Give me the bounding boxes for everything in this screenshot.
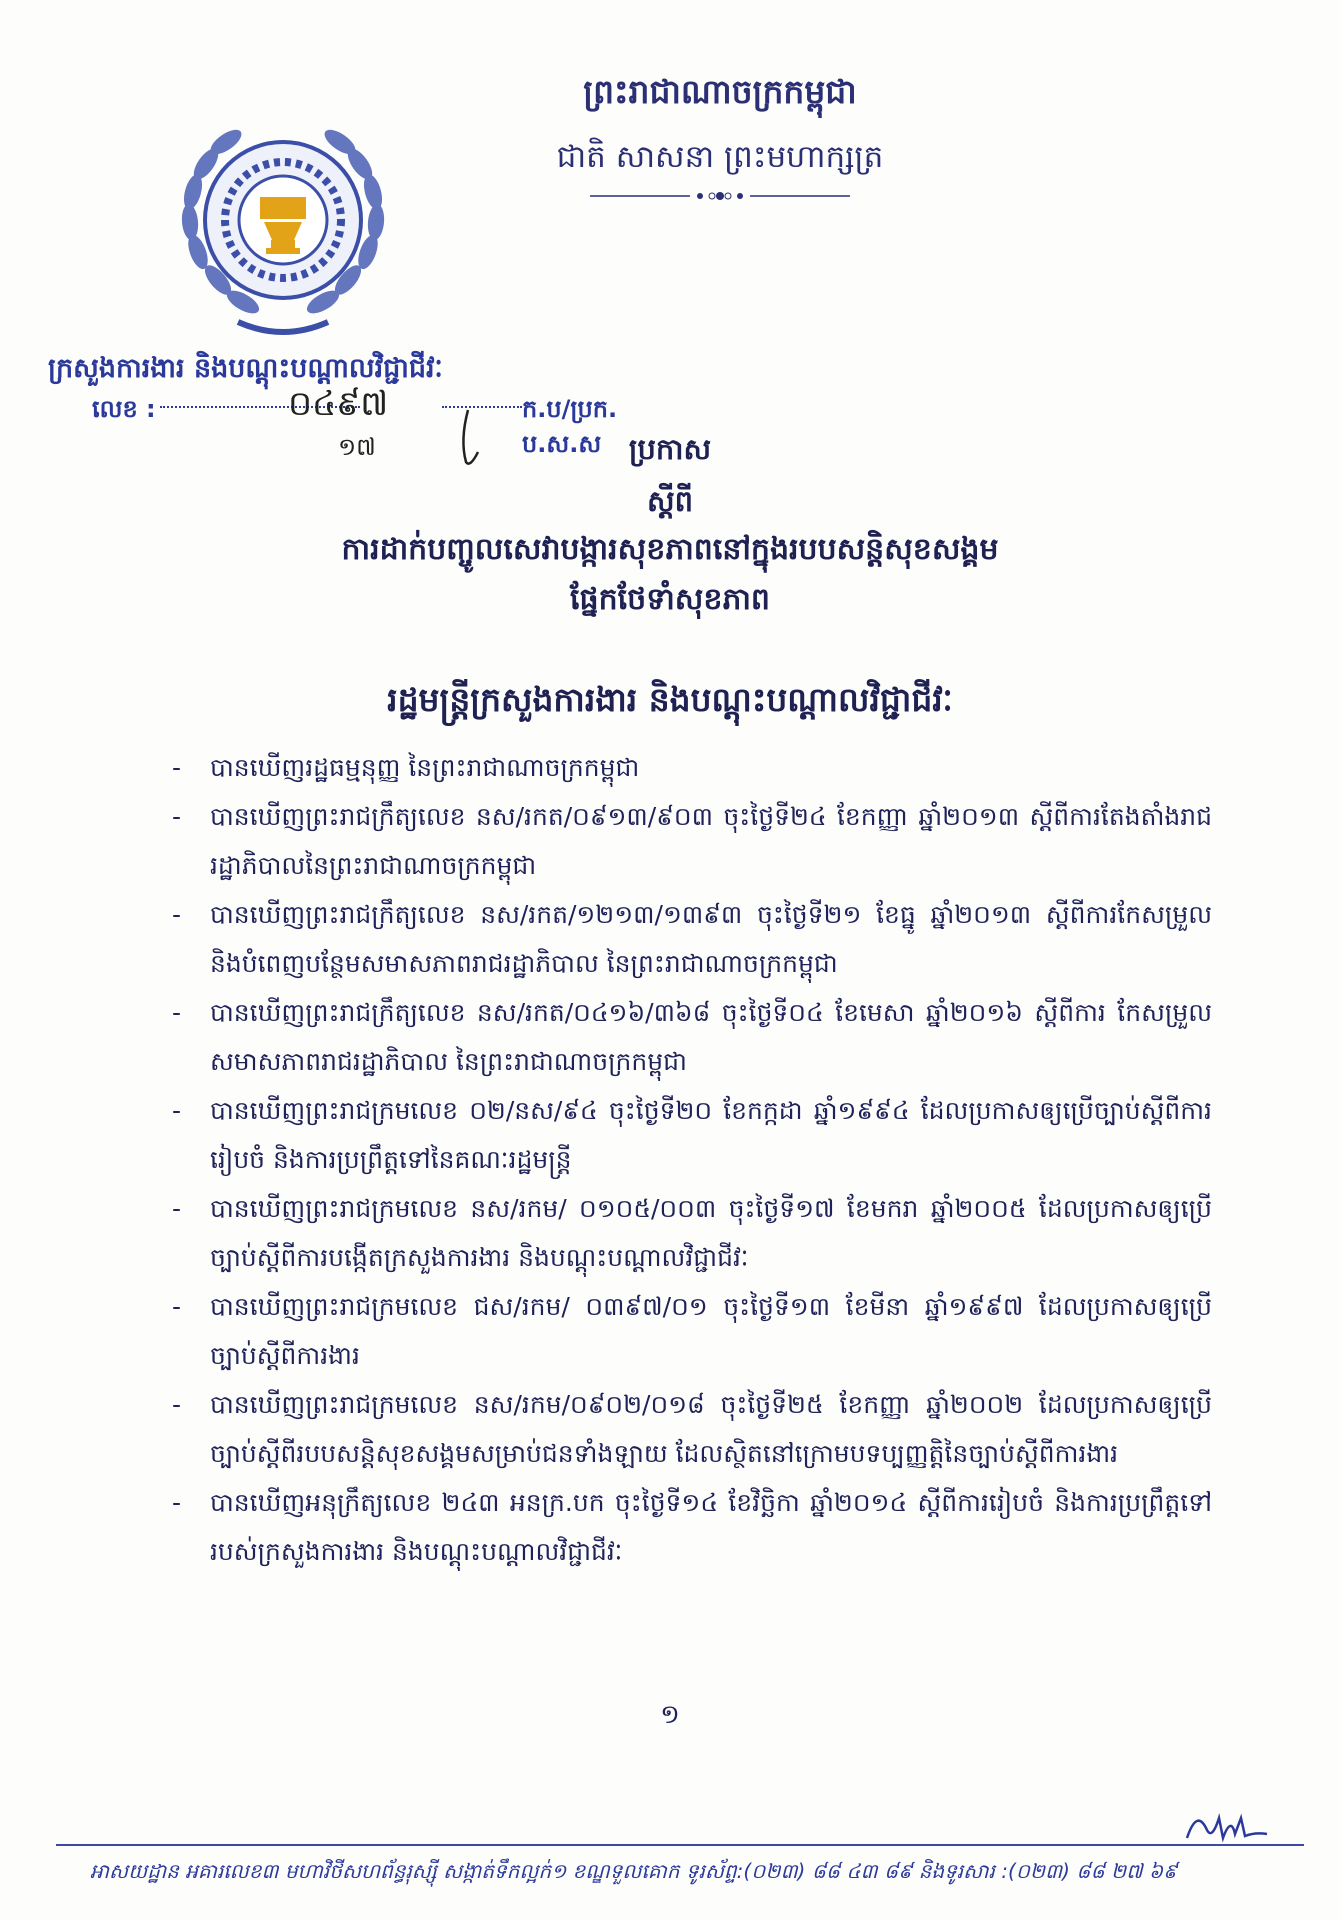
considerations-list <box>172 743 1212 1576</box>
ref-number: ០៤៩៧ <box>288 384 389 424</box>
subject-line-1: ការដាក់បញ្ចូលសេវាបង្ការសុខភាពនៅក្នុងរបបសន្តិសុខសង្គម <box>341 532 999 567</box>
list-item: - បានឃើញព្រះរាជក្រមលេខ នស/រកម/០៩០២/០១៨ ចុះថ្ងៃទី២៥ ខែកញ្ញា ឆ្នាំ២០០២ ដែលប្រកាសឲ្យប្រើច្បាប់ស្ដីពីរបបសន្តិសុខសង្គមសម្រាប់ជនទាំងឡាយ ដែលស្ថិតនៅក្រោមបទប្បញ្ញត្តិនៃច្បាប់ស្ដីពីការងារ <box>172 1390 1212 1468</box>
list-item: - បានឃើញព្រះរាជក្រឹត្យលេខ នស/រកត/១២១៣/១៣៩៣ ចុះថ្ងៃទី២១ ខែធ្នូ ឆ្នាំ២០១៣ ស្ដីពីការកែសម្រួល និងបំពេញបន្ថែមសមាសភាពរាជរដ្ឋាភិបាល នៃព្រះរាជាណាចក្រកម្ពុជា <box>172 900 1212 978</box>
list-item: - បានឃើញព្រះរាជក្រមលេខ ជស/រកម/ ០៣៩៧/០១ ចុះថ្ងៃទី១៣ ខែមីនា ឆ្នាំ១៩៩៧ ដែលប្រកាសឲ្យប្រើច្បាប់ស្ដីពីការងារ <box>172 1292 1212 1370</box>
ref-suffix: ក.ប/ប្រក. ប.ស.ស <box>522 395 618 458</box>
footer-address: អាសយដ្ឋាន អគារលេខ៣ មហាវិថីសហព័ន្ធរុស្ស៊ី សង្កាត់ទឹកល្អក់១ ខណ្ឌទួលគោក ទូរស័ព្ទ:(០២៣) ៨៨ ៤៣ ៨៩ និងទូរសារ :(០២៣) ៨៨ ២៧ ៦៩ <box>90 1859 1178 1883</box>
page-number: ១ <box>660 1700 680 1730</box>
kingdom-heading: ព្រះរាជាណាចក្រកម្ពុជា <box>583 72 857 111</box>
list-item: - បានឃើញព្រះរាជក្រមលេខ នស/រកម/ ០១០៥/០០៣ ចុះថ្ងៃទី១៧ ខែមករា ឆ្នាំ២០០៥ ដែលប្រកាសឲ្យប្រើច្បាប់ស្ដីពីការបង្កើតក្រសួងការងារ និងបណ្ដុះបណ្ដាលវិជ្ជាជីវៈ <box>172 1194 1212 1272</box>
list-item: - បានឃើញអនុក្រឹត្យលេខ ២៤៣ អនក្រ.បក ចុះថ្ងៃទី១៤ ខែវិច្ឆិកា ឆ្នាំ២០១៤ ស្ដីពីការរៀបចំ និងការប្រព្រឹត្តទៅរបស់ក្រសួងការងារ និងបណ្ដុះបណ្ដាលវិជ្ជាជីវៈ <box>172 1488 1212 1566</box>
ministry-name: ក្រសួងការងារ និងបណ្ដុះបណ្ដាលវិជ្ជាជីវៈ <box>48 353 443 384</box>
issuer-heading: រដ្ឋមន្ត្រីក្រសួងការងារ និងបណ្ដុះបណ្ដាលវិជ្ជាជីវៈ <box>387 680 953 719</box>
ref-label: លេខ : <box>92 395 156 423</box>
list-item: - បានឃើញព្រះរាជក្រមលេខ ០២/នស/៩៤ ចុះថ្ងៃទី២០ ខែកក្កដា ឆ្នាំ១៩៩៤ ដែលប្រកាសឲ្យប្រើច្បាប់ស្ដីពីការរៀបចំ និងការប្រព្រឹត្តទៅនៃគណៈរដ្ឋមន្ត្រី <box>172 1096 1212 1174</box>
about-label: ស្ដីពី <box>646 484 694 518</box>
national-motto: ជាតិ សាសនា ព្រះមហាក្សត្រ <box>556 139 884 175</box>
ministry-seal-logo <box>168 112 398 337</box>
list-item: - បានឃើញរដ្ឋធម្មនុញ្ញ នៃព្រះរាជាណាចក្រកម្ពុជា <box>172 753 640 782</box>
list-item: - បានឃើញព្រះរាជក្រឹត្យលេខ នស/រកត/០៩១៣/៩០៣ ចុះថ្ងៃទី២៤ ខែកញ្ញា ឆ្នាំ២០១៣ ស្ដីពីការតែងតាំងរាជរដ្ឋាភិបាលនៃព្រះរាជាណាចក្រកម្ពុជា <box>172 802 1212 880</box>
ornament-divider <box>590 189 850 203</box>
handwritten-year: ១៧ <box>338 433 376 461</box>
initials-signature <box>1182 1798 1272 1848</box>
document-type: ប្រកាស <box>628 432 712 466</box>
list-item: - បានឃើញព្រះរាជក្រឹត្យលេខ នស/រកត/០៤១៦/៣៦៨ ចុះថ្ងៃទី០៤ ខែមេសា ឆ្នាំ២០១៦ ស្ដីពីការ កែសម្រួលសមាសភាពរាជរដ្ឋាភិបាល នៃព្រះរាជាណាចក្រកម្ពុជា <box>172 998 1212 1076</box>
footer-divider <box>56 1844 1304 1846</box>
subject-line-2: ផ្នែកថែទាំសុខភាព <box>570 582 770 617</box>
